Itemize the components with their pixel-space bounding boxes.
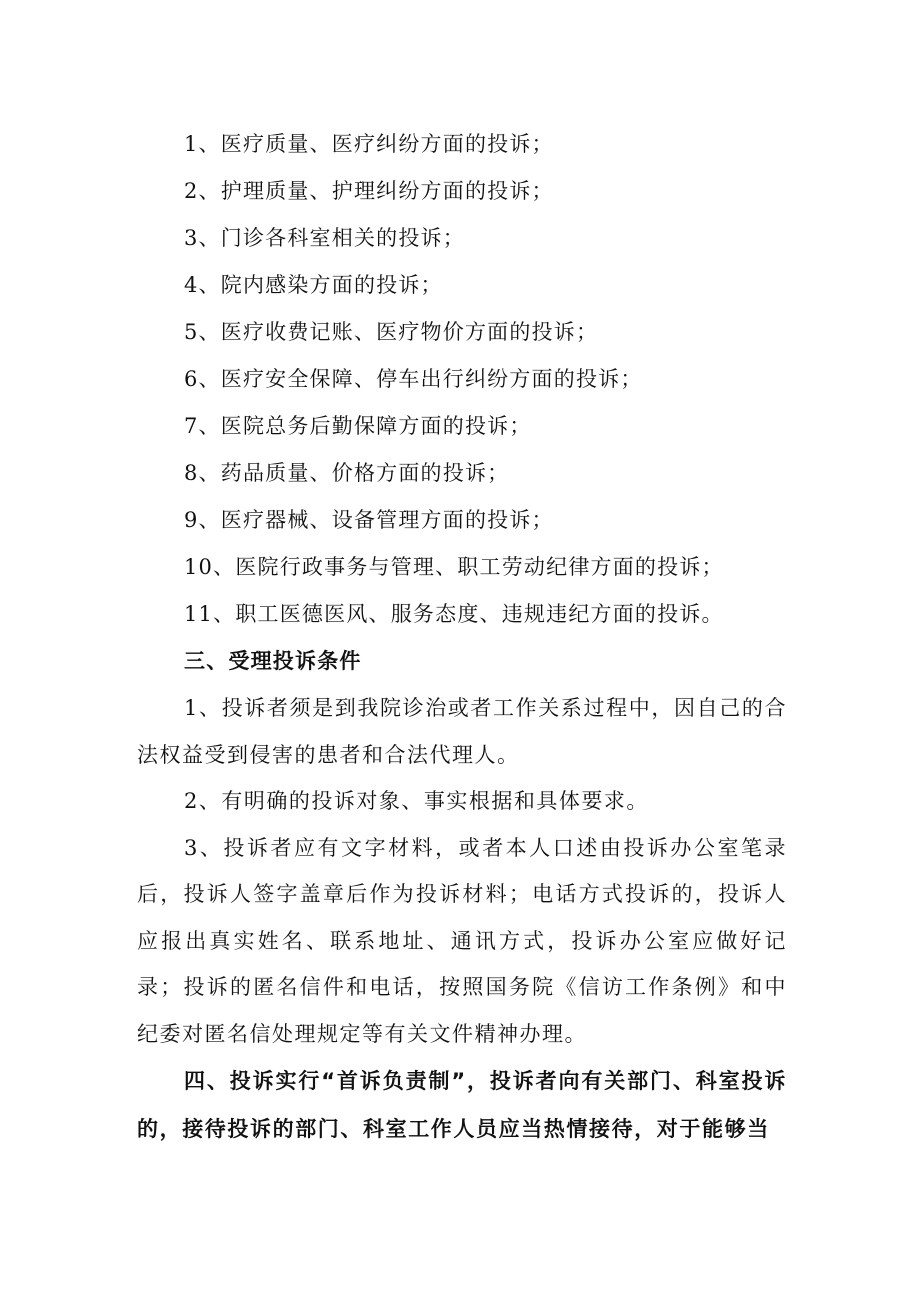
list-item: 1、医疗质量、医疗纠纷方面的投诉； [184, 132, 554, 156]
condition-paragraph: 3、投诉者应有文字材料，或者本人口述由投诉办公室笔录后，投诉人签字盖章后作为投诉材料；电话方式投诉的，投诉人应报出真实姓名、联系地址、通讯方式，投诉办公室应做好记录；投诉的匿名信件和电话，按照国务院《信访工作条例》和中纪委对匿名信处理规定等有关文件精神办理。 [137, 835, 787, 1046]
section-heading-acceptance-conditions: 三、受理投诉条件 [184, 649, 362, 673]
document-body [137, 121, 787, 1153]
list-item: 11、职工医德医风、服务态度、违规违纪方面的投诉。 [184, 602, 724, 626]
section-four-paragraph: 四、投诉实行“首诉负责制”，投诉者向有关部门、科室投诉的，接待投诉的部门、科室工作人员应当热情接待，对于能够当 [137, 1069, 787, 1141]
list-item: 2、护理质量、护理纠纷方面的投诉； [184, 179, 554, 203]
list-item: 4、院内感染方面的投诉； [184, 273, 443, 297]
list-item: 8、药品质量、价格方面的投诉； [184, 461, 510, 485]
complaint-scope-list [137, 121, 787, 638]
list-item: 3、门诊各科室相关的投诉； [184, 226, 465, 250]
list-item: 10、医院行政事务与管理、职工劳动纪律方面的投诉； [184, 555, 724, 579]
list-item: 9、医疗器械、设备管理方面的投诉； [184, 508, 554, 532]
list-item: 7、医院总务后勤保障方面的投诉； [184, 414, 532, 438]
condition-paragraph: 2、有明确的投诉对象、事实根据和具体要求。 [184, 789, 649, 813]
list-item: 5、医疗收费记账、医疗物价方面的投诉； [184, 320, 599, 344]
condition-paragraph: 1、投诉者须是到我院诊治或者工作关系过程中，因自己的合法权益受到侵害的患者和合法代理人。 [137, 696, 787, 767]
list-item: 6、医疗安全保障、停车出行纠纷方面的投诉； [184, 367, 643, 391]
